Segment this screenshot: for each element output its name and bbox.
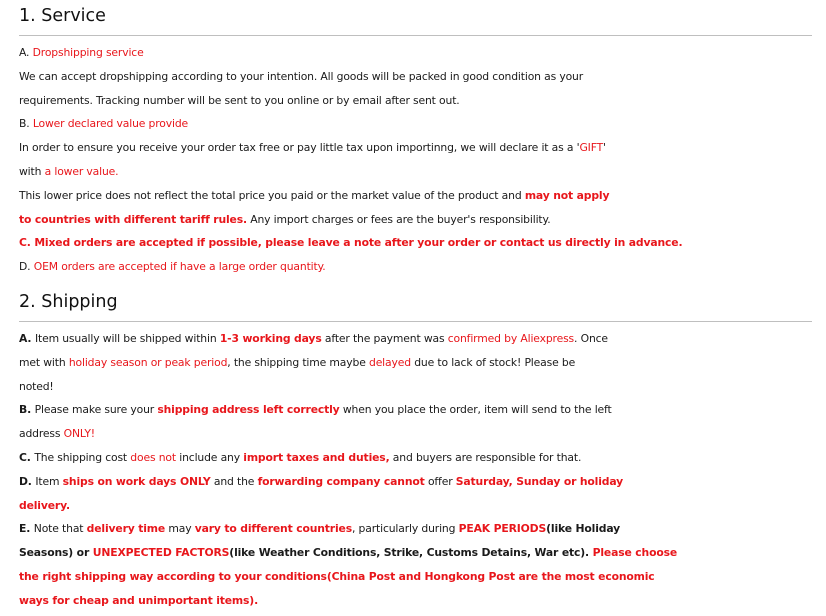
- text-segment: may: [165, 522, 195, 536]
- text-segment: (like Holiday: [546, 522, 621, 536]
- text-segment: after the payment was: [321, 332, 448, 345]
- text-line: [19, 494, 819, 518]
- text-line: [19, 375, 819, 399]
- text-segment: delayed: [368, 355, 411, 369]
- text-segment: , the shipping time maybe: [227, 355, 369, 369]
- text-segment: C.: [19, 450, 35, 464]
- text-segment: . Once: [574, 332, 608, 345]
- text-line: [19, 184, 819, 208]
- text-segment: delivery time: [86, 522, 166, 536]
- text-segment: B.: [19, 117, 33, 131]
- service-divider: [19, 35, 812, 36]
- text-segment: We can accept dropshipping according to your intention. All goods will be packed in good condition as your: [19, 69, 584, 83]
- text-segment: when you place the order, item will send to the left: [339, 403, 612, 417]
- text-segment: This lower price does not reflect the total price you paid or the market value of the product and: [19, 188, 525, 202]
- text-segment: requirements. Tracking number will be sent to you online or by email after sent out.: [19, 93, 460, 107]
- text-segment: D.: [19, 260, 34, 274]
- text-segment: ONLY!: [63, 427, 95, 441]
- shipping-heading: 2. Shipping: [19, 292, 118, 312]
- text-segment: Lower declared value provide: [32, 117, 189, 131]
- text-segment: include any: [175, 450, 244, 464]
- shipping-text: [19, 327, 819, 613]
- text-segment: and buyers are responsible for that.: [389, 450, 582, 464]
- text-segment: B.: [19, 403, 35, 417]
- text-segment: address: [19, 427, 64, 441]
- text-line: [19, 470, 819, 494]
- text-segment: Please choose: [589, 546, 678, 560]
- text-line: [19, 112, 819, 136]
- text-segment: A.: [19, 46, 33, 59]
- text-segment: 1-3 working days: [219, 332, 322, 345]
- text-segment: ways for cheap and unimportant items).: [19, 593, 259, 607]
- text-line: [19, 446, 819, 470]
- text-line: [19, 255, 819, 279]
- text-segment: A.: [19, 332, 35, 345]
- text-segment: does not: [130, 450, 176, 464]
- text-line: [19, 589, 819, 613]
- text-line: [19, 398, 819, 422]
- text-line: [19, 541, 819, 565]
- text-segment: may not apply: [524, 188, 610, 202]
- text-segment: Seasons) or: [19, 546, 93, 560]
- text-segment: GIFT: [579, 141, 604, 155]
- text-line: [19, 160, 819, 184]
- text-segment: ': [603, 141, 606, 155]
- text-segment: Item usually will be shipped within: [34, 332, 220, 345]
- text-segment: C. Mixed orders are accepted if possible, please leave a note after your order or contact us directly in advance.: [19, 236, 683, 250]
- text-segment: E.: [19, 522, 34, 536]
- text-line: [19, 208, 819, 232]
- text-line: [19, 351, 819, 375]
- text-segment: ships on work days ONLY: [62, 474, 211, 488]
- text-segment: a lower value.: [44, 164, 119, 178]
- text-segment: Saturday, Sunday or holiday: [455, 474, 624, 488]
- text-segment: Item: [35, 474, 63, 488]
- text-line: [19, 327, 819, 351]
- text-segment: , particularly during: [351, 522, 459, 536]
- text-line: [19, 565, 819, 589]
- text-segment: (like Weather Conditions, Strike, Customs Detains, War etc).: [229, 546, 589, 560]
- text-segment: noted!: [19, 379, 54, 393]
- text-line: [19, 136, 819, 160]
- text-segment: vary to different countries: [194, 522, 352, 536]
- text-segment: delivery.: [19, 498, 70, 512]
- text-segment: shipping address left correctly: [157, 403, 340, 417]
- text-segment: the right shipping way according to your conditions(China Post and Hongkong Post are the most economic: [19, 569, 655, 583]
- text-segment: Please make sure your: [34, 403, 158, 417]
- text-segment: confirmed by Aliexpress: [447, 332, 575, 345]
- text-line: [19, 517, 819, 541]
- text-segment: Any import charges or fees are the buyer's responsibility.: [246, 212, 551, 226]
- service-text: [19, 41, 819, 279]
- text-line: [19, 41, 819, 65]
- text-segment: import taxes and duties,: [243, 450, 390, 464]
- text-segment: D.: [19, 474, 36, 488]
- text-line: [19, 65, 819, 89]
- service-heading: 1. Service: [19, 6, 106, 26]
- text-line: [19, 422, 819, 446]
- text-segment: PEAK PERIODS: [458, 522, 547, 536]
- text-segment: Note that: [33, 522, 87, 536]
- text-segment: holiday season or peak period: [68, 355, 228, 369]
- text-segment: UNEXPECTED FACTORS: [92, 546, 230, 560]
- text-segment: forwarding company cannot: [257, 474, 425, 488]
- shipping-divider: [19, 321, 812, 322]
- text-segment: with: [19, 164, 45, 178]
- text-segment: met with: [19, 355, 69, 369]
- text-segment: Dropshipping service: [32, 46, 144, 59]
- text-segment: and the: [210, 474, 258, 488]
- text-segment: due to lack of stock! Please be: [410, 355, 576, 369]
- text-segment: The shipping cost: [34, 450, 131, 464]
- text-segment: OEM orders are accepted if have a large order quantity.: [33, 260, 326, 274]
- text-line: [19, 89, 819, 113]
- text-segment: In order to ensure you receive your order tax free or pay little tax upon importinng, we will declare it as a ': [19, 141, 580, 155]
- text-segment: to countries with different tariff rules.: [19, 212, 247, 226]
- text-line: [19, 231, 819, 255]
- text-segment: offer: [424, 474, 456, 488]
